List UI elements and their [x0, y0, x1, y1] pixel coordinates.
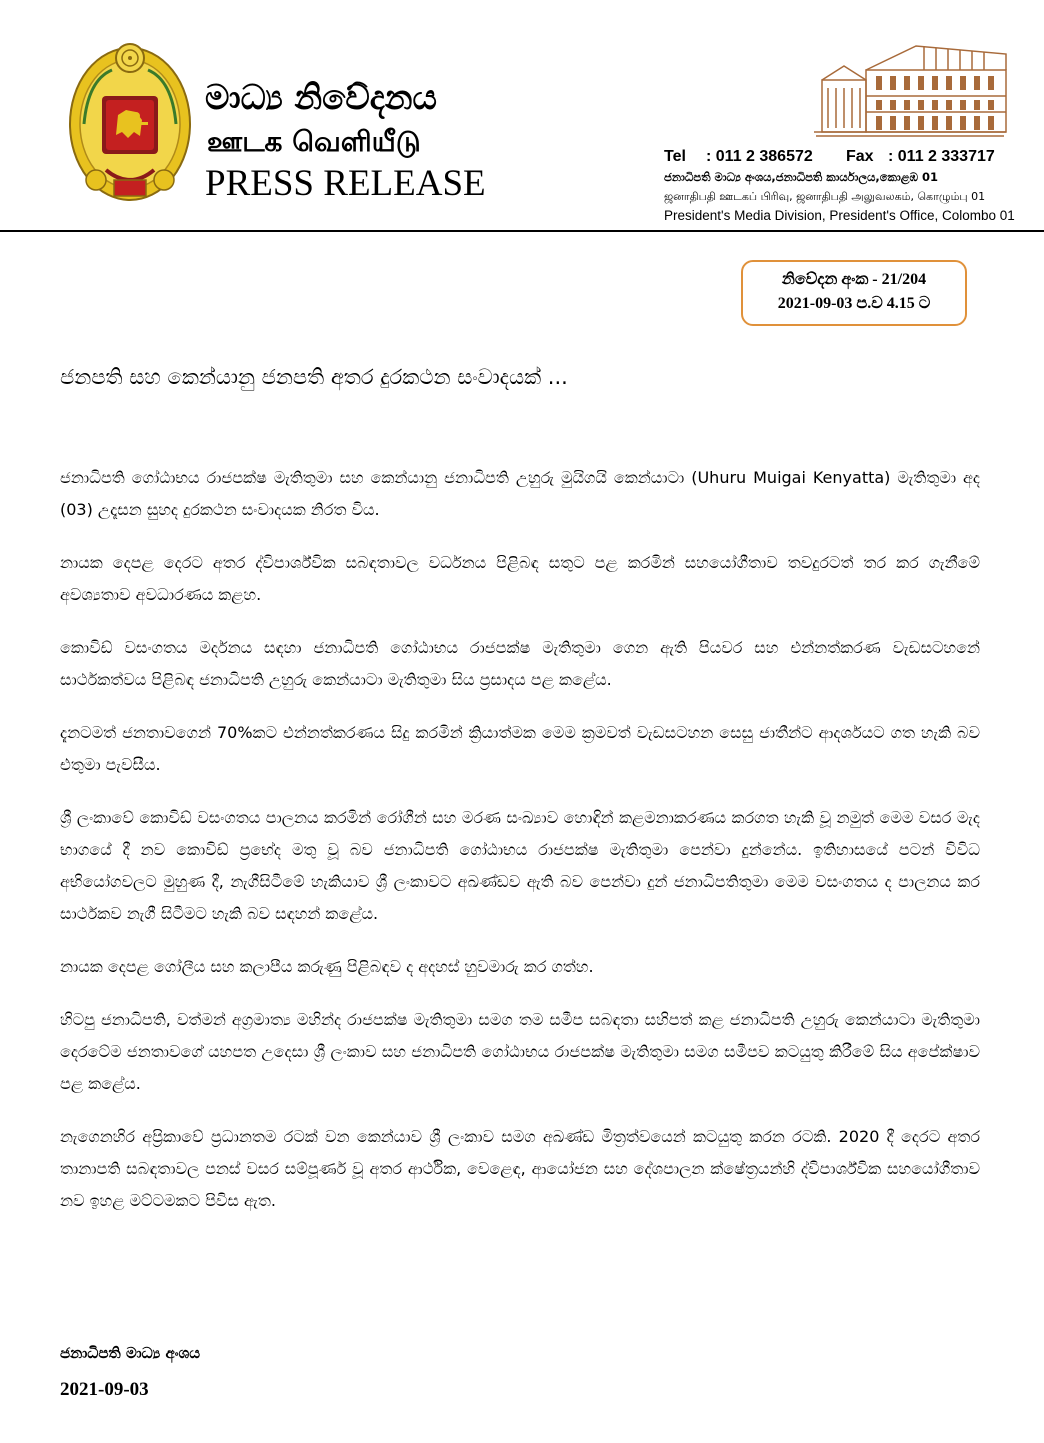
page-title: ජනපති සහ කෙන්යානු ජනපති අතර දුරකථන සංවාදයක් ...: [60, 365, 568, 389]
paragraph: නායක දෙපළ දෙරට අතර ද්විපාර්ශ්වික සබඳතාවල වර්ධනය පිළිබඳ සතුට පළ කරමින් සහයෝගීතාව තවදුරටත් තර කර ගැනීමේ අවශ්‍යතාව අවධාරණය කළහ.: [60, 553, 980, 604]
release-datetime: 2021-09-03 ප.ව 4.15 ට: [777, 295, 931, 312]
title-sinhala: මාධ්‍ය නිවේදනය: [205, 78, 437, 118]
phone-fax-line: [664, 146, 1024, 168]
paragraph: කොවිඩ් වසංගතය මර්දනය සඳහා ජනාධිපති ගෝඨාභය රාජපක්ෂ මැතිතුමා ගෙන ඇති පියවර සහ එන්නත්කරණ වැඩසටහනේ සාර්ථකත්වය පිළිබඳ ජනාධිපති උහුරු කෙන්යාටා මැතිතුමා සිය ප්‍රසාදය පළ කළේය.: [60, 638, 980, 689]
paragraph: දැනටමත් ජනතාවගෙන් 70%කට එන්නත්කරණය සිදු කරමින් ක්‍රියාත්මක මෙම ක්‍රමවත් වැඩසටහන සෙසු ජාතීන්ට ආදර්ශයට ගත හැකි බව එතුමා පැවසීය.: [60, 723, 980, 774]
contact-details: [664, 146, 1024, 225]
title-english: PRESS RELEASE: [205, 163, 486, 204]
sri-lanka-emblem-icon: [66, 40, 194, 206]
address-tamil: ஜனாதிபதி ஊடகப் பிரிவு, ஜனாதிபதி அலுவலகம், கொழும்பு 01: [664, 190, 986, 203]
presidential-building-icon: [806, 40, 1011, 140]
paragraph: නායක දෙපළ ගෝලීය සහ කලාපීය කරුණු පිළිබඳව ද අදහස් හුවමාරු කර ගත්හ.: [60, 957, 594, 976]
signature-date: 2021-09-03: [60, 1379, 149, 1400]
tel-number: : 011 2 386572: [706, 148, 813, 165]
signature-block: [60, 1340, 200, 1402]
paragraph: හිටපු ජනාධිපති, වත්මන් අග්‍රමාත්‍ය මහින්ද රාජපක්ෂ මැතිතුමා සමග තම සමීප සබඳතා සහිපත් කළ ජනාධිපති උහුරු කෙන්යාටා මැතිතුමා දෙරටේම ජනතාවගේ යහපත උදෙසා ශ්‍රී ලංකාව සහ ජනාධිපති ගෝඨාභය රාජපක්ෂ මැතිතුමා සමග සමීපව කටයුතු කිරීමේ සිය අපේක්ෂාව පළ කළේය.: [60, 1010, 980, 1093]
header-divider: [0, 230, 1044, 232]
letterhead: [0, 0, 1044, 233]
address-english: President's Media Division, President's Office, Colombo 01: [664, 208, 1015, 223]
article-body: [60, 462, 980, 1238]
paragraph: නැගෙනහිර අප්‍රිකාවේ ප්‍රධානතම රටක් වන කෙන්යාව ශ්‍රී ලංකාව සමග අඛණ්ඩ මිත්‍රත්වයෙන් කටයුතු කරන රටකි. 2020 දී දෙරට අතර තානාපති සබඳතාවල පනස් වසර සම්පූර්ණ වූ අතර ආර්ථික, වෙළෙඳ, ආයෝජන සහ දේශපාලන ක්ෂේත්‍රයන්හි ද්විපාර්ශ්වික සහයෝගීතාව නව ඉහළ මට්ටමකට පිවිස ඇත.: [60, 1127, 980, 1210]
release-reference-box: [741, 260, 967, 326]
fax-number: : 011 2 333717: [888, 148, 995, 165]
paragraph: ජනාධිපති ගෝඨාභය රාජපක්ෂ මැතිතුමා සහ කෙන්යානු ජනාධිපති උහුරු මුයිගයි කෙන්යාටා (Uhuru Muigai Kenyatta) මැතිතුමා අද (03) උදෑසන සුහද දුරකථන සංවාදයක නිරත විය.: [60, 468, 980, 519]
issuing-division: ජනාධිපති මාධ්‍ය අංශය: [60, 1344, 201, 1362]
title-tamil: ஊடக வெளியீடு: [207, 125, 421, 158]
address-sinhala: ජනාධිපති මාධ්‍ය අංශය,ජනාධිපති කාර්යාලය,කොළඹ 01: [664, 170, 939, 184]
press-release-titles: [205, 78, 505, 204]
paragraph: ශ්‍රී ලංකාවේ කොවිඩ් වසංගතය පාලනය කරමින් රෝගීන් සහ මරණ සංඛ්‍යාව හොඳින් කළමනාකරණය කරගත හැකි වූ නමුත් මෙම වසර මැද භාගයේ දී නව කොවිඩ් ප්‍රභේද මතු වූ බව ජනාධිපති ගෝඨාභය රාජපක්ෂ මැතිතුමා පෙන්වා දුන්නේය. ඉතිහාසයේ පටන් විවිධ අභියෝගවලට මුහුණ දී, නැගීසිටීමේ හැකියාව ශ්‍රී ලංකාවට අඛණ්ඩව ඇති බව පෙන්වා දුන් ජනාධිපතිතුමා මෙම වසංගතය ද පාලනය කර සාර්ථකව නැගී සිටීමට හැකි බව සඳහන් කළේය.: [60, 808, 980, 923]
tel-label: Tel: [664, 148, 686, 165]
release-number: නිවේදන අංක - 21/204: [781, 271, 927, 288]
fax-label: Fax: [846, 148, 874, 165]
